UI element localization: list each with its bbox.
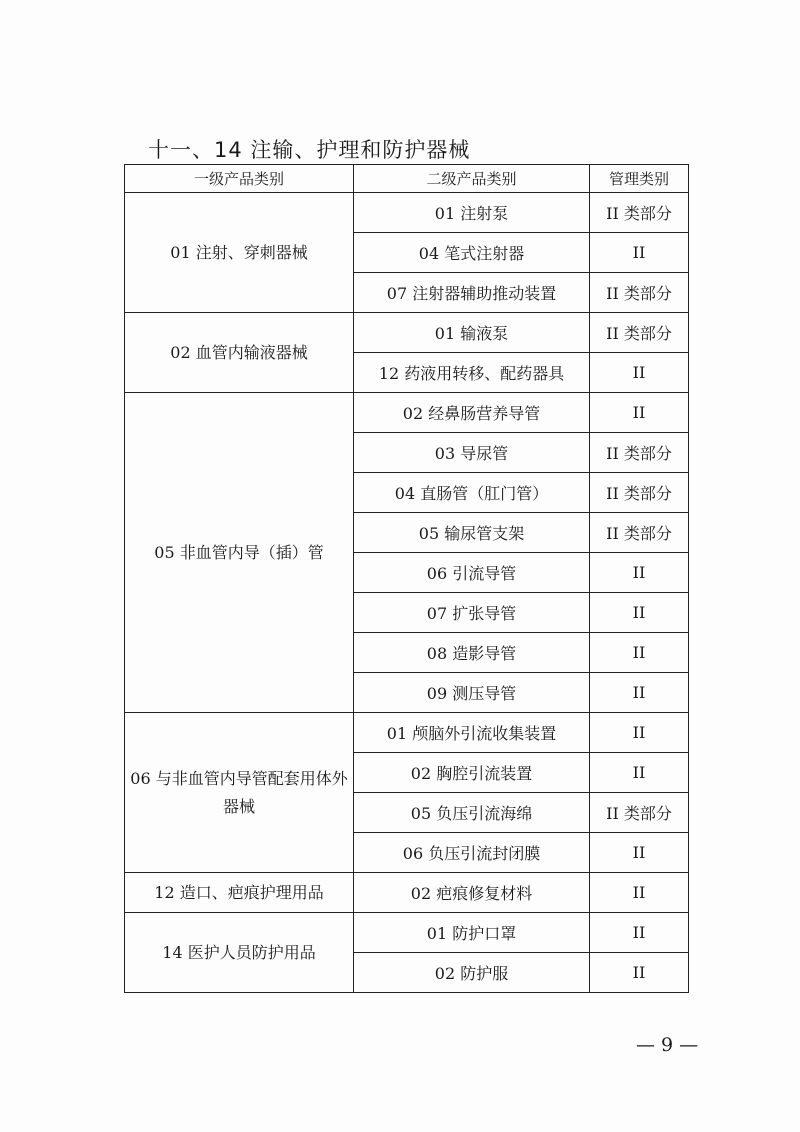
management-class-cell: II (590, 593, 689, 633)
management-class-cell: II (590, 913, 689, 953)
table-header-row (125, 165, 689, 193)
second-category-cell: 01 颅脑外引流收集装置 (354, 713, 590, 753)
first-category-cell: 14 医护人员防护用品 (125, 913, 354, 993)
second-category-cell: 09 测压导管 (354, 673, 590, 713)
header-management-class: 管理类别 (590, 165, 689, 193)
page-number: — 9 — (636, 1034, 699, 1056)
header-first-category: 一级产品类别 (125, 165, 354, 193)
second-category-cell: 07 注射器辅助推动装置 (354, 273, 590, 313)
management-class-cell: II 类部分 (590, 273, 689, 313)
management-class-cell: II (590, 353, 689, 393)
management-class-cell: II (590, 873, 689, 913)
second-category-cell: 04 直肠管（肛门管） (354, 473, 590, 513)
second-category-cell: 05 输尿管支架 (354, 513, 590, 553)
management-class-cell: II (590, 713, 689, 753)
management-class-cell: II (590, 833, 689, 873)
first-category-cell: 06 与非血管内导管配套用体外器械 (125, 713, 354, 873)
management-class-cell: II 类部分 (590, 793, 689, 833)
first-category-cell: 02 血管内输液器械 (125, 313, 354, 393)
first-category-cell: 05 非血管内导（插）管 (125, 393, 354, 713)
second-category-cell: 07 扩张导管 (354, 593, 590, 633)
header-second-category: 二级产品类别 (354, 165, 590, 193)
management-class-cell: II (590, 673, 689, 713)
table-row (125, 393, 689, 433)
management-class-cell: II (590, 953, 689, 993)
management-class-cell: II 类部分 (590, 313, 689, 353)
management-class-cell: II (590, 753, 689, 793)
second-category-cell: 12 药液用转移、配药器具 (354, 353, 590, 393)
second-category-cell: 02 防护服 (354, 953, 590, 993)
second-category-cell: 01 输液泵 (354, 313, 590, 353)
table-row (125, 193, 689, 233)
second-category-cell: 06 引流导管 (354, 553, 590, 593)
management-class-cell: II 类部分 (590, 193, 689, 233)
first-category-cell: 01 注射、穿刺器械 (125, 193, 354, 313)
management-class-cell: II 类部分 (590, 433, 689, 473)
second-category-cell: 05 负压引流海绵 (354, 793, 590, 833)
management-class-cell: II (590, 633, 689, 673)
section-heading: 十一、14 注输、护理和防护器械 (148, 138, 471, 162)
management-class-cell: II 类部分 (590, 473, 689, 513)
table-row (125, 313, 689, 353)
second-category-cell: 03 导尿管 (354, 433, 590, 473)
second-category-cell: 01 防护口罩 (354, 913, 590, 953)
catalog-table (124, 164, 689, 993)
table-row (125, 713, 689, 753)
management-class-cell: II (590, 393, 689, 433)
table-row (125, 873, 689, 913)
first-category-cell: 12 造口、疤痕护理用品 (125, 873, 354, 913)
second-category-cell: 02 疤痕修复材料 (354, 873, 590, 913)
second-category-cell: 02 胸腔引流装置 (354, 753, 590, 793)
table-row (125, 913, 689, 953)
second-category-cell: 08 造影导管 (354, 633, 590, 673)
second-category-cell: 01 注射泵 (354, 193, 590, 233)
second-category-cell: 04 笔式注射器 (354, 233, 590, 273)
second-category-cell: 06 负压引流封闭膜 (354, 833, 590, 873)
management-class-cell: II 类部分 (590, 513, 689, 553)
management-class-cell: II (590, 233, 689, 273)
management-class-cell: II (590, 553, 689, 593)
second-category-cell: 02 经鼻肠营养导管 (354, 393, 590, 433)
